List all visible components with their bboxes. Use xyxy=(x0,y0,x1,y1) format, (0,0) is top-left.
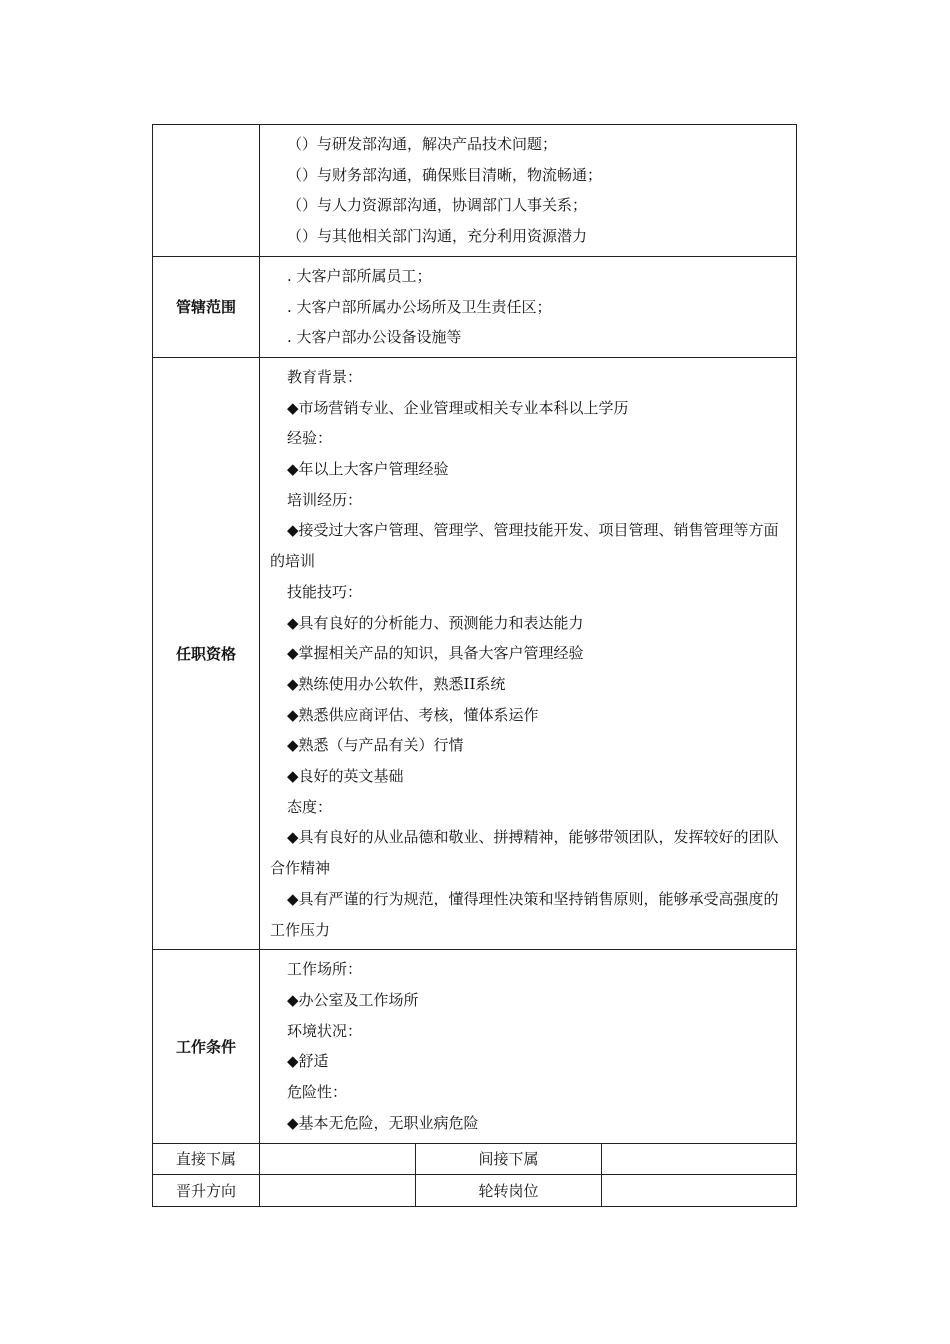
bullet-icon: ◆ xyxy=(287,398,299,417)
skill-item: ◆具有良好的分析能力、预测能力和表达能力 xyxy=(287,613,584,632)
communication-item: （）与人力资源部沟通，协调部门人事关系； xyxy=(287,196,588,215)
conditions-content xyxy=(260,950,797,1143)
place-title: 工作场所： xyxy=(287,960,363,979)
qualification-content xyxy=(260,357,797,949)
job-description-table xyxy=(152,124,797,1207)
place-item: ◆办公室及工作场所 xyxy=(287,990,419,1009)
bullet-icon: ◆ xyxy=(287,674,299,693)
scope-label: 管辖范围 xyxy=(153,256,260,357)
bullet-icon: ◆ xyxy=(287,644,299,663)
skill-item: ◆掌握相关产品的知识，具备大客户管理经验 xyxy=(287,644,584,663)
promotion-value xyxy=(260,1174,416,1206)
skill-item: ◆熟悉（与产品有关）行情 xyxy=(287,736,464,755)
bullet-icon: ◆ xyxy=(287,990,299,1009)
skill-item: ◆熟悉供应商评估、考核，懂体系运作 xyxy=(287,705,539,724)
skill-item: ◆良好的英文基础 xyxy=(287,767,404,786)
bullet-icon: ◆ xyxy=(287,705,299,724)
risk-item: ◆基本无危险，无职业病危险 xyxy=(287,1113,479,1132)
attitude-item: ◆具有严谨的行为规范，懂得理性决策和坚持销售原则，能够承受高强度的工作压力 xyxy=(270,889,779,939)
subordinates-row xyxy=(153,1143,797,1174)
rotation-label: 轮转岗位 xyxy=(416,1174,602,1206)
scope-item: . 大客户部办公设备设施等 xyxy=(287,328,462,347)
bullet-icon: ◆ xyxy=(287,736,299,755)
indirect-sub-value xyxy=(602,1143,797,1174)
conditions-row xyxy=(153,950,797,1143)
bullet-icon: ◆ xyxy=(287,767,299,786)
train-item: ◆接受过大客户管理、管理学、管理技能开发、项目管理、销售管理等方面的培训 xyxy=(270,521,779,571)
indirect-sub-label: 间接下属 xyxy=(416,1143,602,1174)
scope-content xyxy=(260,256,797,357)
skill-item: ◆熟练使用办公软件，熟悉II系统 xyxy=(287,674,506,693)
bullet-icon: ◆ xyxy=(287,1113,299,1132)
exp-title: 经验： xyxy=(287,429,333,448)
communication-item: （）与财务部沟通，确保账目清晰，物流畅通； xyxy=(287,165,603,184)
conditions-label: 工作条件 xyxy=(153,950,260,1143)
career-row xyxy=(153,1174,797,1206)
risk-title: 危险性： xyxy=(287,1083,348,1102)
exp-item: ◆年以上大客户管理经验 xyxy=(287,460,449,479)
scope-item: . 大客户部所属办公场所及卫生责任区； xyxy=(287,297,552,316)
bullet-icon: ◆ xyxy=(287,889,299,908)
direct-sub-value xyxy=(260,1143,416,1174)
attitude-item: ◆具有良好的从业品德和敬业、拼搏精神，能够带领团队，发挥较好的团队合作精神 xyxy=(270,828,779,878)
skill-title: 技能技巧： xyxy=(287,582,363,601)
bullet-icon: ◆ xyxy=(287,1052,299,1071)
attitude-title: 态度： xyxy=(287,797,333,816)
qualification-row xyxy=(153,357,797,949)
communication-content xyxy=(260,125,797,257)
scope-row xyxy=(153,256,797,357)
bullet-icon: ◆ xyxy=(287,828,299,847)
communication-label-cell xyxy=(153,125,260,257)
env-item: ◆舒适 xyxy=(287,1052,329,1071)
edu-item: ◆市场营销专业、企业管理或相关专业本科以上学历 xyxy=(287,398,629,417)
rotation-value xyxy=(602,1174,797,1206)
env-title: 环境状况： xyxy=(287,1021,363,1040)
promotion-label: 晋升方向 xyxy=(153,1174,260,1206)
bullet-icon: ◆ xyxy=(287,521,299,540)
direct-sub-label: 直接下属 xyxy=(153,1143,260,1174)
communication-item: （）与其他相关部门沟通，充分利用资源潜力 xyxy=(287,227,588,246)
edu-title: 教育背景： xyxy=(287,367,363,386)
bullet-icon: ◆ xyxy=(287,613,299,632)
qualification-label: 任职资格 xyxy=(153,357,260,949)
scope-item: . 大客户部所属员工； xyxy=(287,266,432,285)
train-title: 培训经历： xyxy=(287,490,363,509)
bullet-icon: ◆ xyxy=(287,460,299,479)
communication-row xyxy=(153,125,797,257)
communication-item: （）与研发部沟通，解决产品技术问题； xyxy=(287,135,558,153)
